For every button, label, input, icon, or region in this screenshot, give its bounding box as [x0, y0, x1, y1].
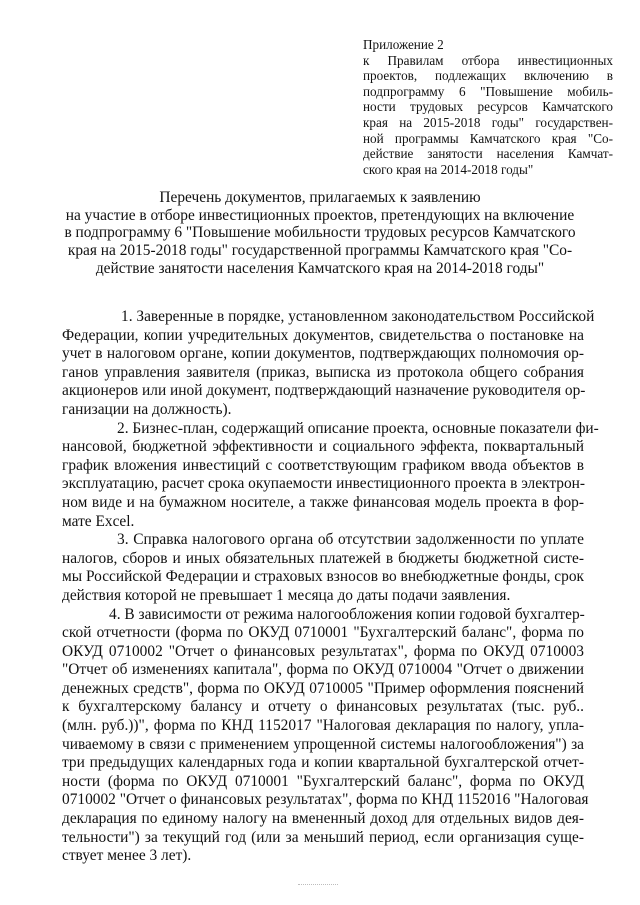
paragraph-line: ОКУД 0710002 "Отчет о финансовых результатах", форма по ОКУД 0710003: [62, 642, 584, 660]
paragraph-line: декларация по единому налогу на вмененный доход для отдельных видов дея-: [62, 810, 584, 828]
paragraph-line: ном виде и на бумажном носителе, а также финансовая модель проекта в фор-: [62, 493, 584, 511]
annex-line: ной программы Камчатского края "Со-: [363, 130, 613, 146]
paragraph-line: "Отчет об изменениях капитала", форма по ОКУД 0710004 "Отчет о движении: [62, 661, 584, 679]
annex-line: действие занятости населения Камчат-: [363, 146, 613, 162]
paragraph-line: учет в налоговом органе, копии документов, подтверждающих полномочия ор-: [62, 345, 584, 363]
annex-line: края на 2015-2018 годы" государствен-: [363, 114, 613, 130]
annex-line: ского края на 2014-2018 годы": [363, 161, 534, 177]
paragraph-line: чиваемому в связи с применением упрощенной системы налогообложения") за: [62, 735, 584, 753]
paragraph-line: 0710002 "Отчет о финансовых результатах", форма по КНД 1152016 "Налоговая: [62, 791, 589, 809]
paragraph-line: нансовой, бюджетной эффективности и социального эффекта, поквартальный: [62, 438, 584, 456]
paragraph-line: график вложения инвестиций с соответствующим графиком ввода объектов в: [62, 456, 584, 474]
paragraph-line: мате Excel.: [62, 512, 135, 530]
paragraph-line: тельности") за текущий год (или за меньший период, если организация суще-: [62, 828, 584, 846]
list-item-3: [62, 531, 584, 605]
paragraph-line: Федерации, копии учредительных документов, свидетельства о постановке на: [62, 326, 584, 344]
paragraph-line: эксплуатацию, расчет срока окупаемости инвестиционного проекта в электрон-: [62, 475, 586, 493]
paragraph-line: мы Российской Федерации и страховых взносов во внебюджетные фонды, срок: [62, 568, 584, 586]
paragraph-line: акционеров или иной документ, подтверждающий назначение руководителя ор-: [62, 382, 586, 400]
paragraph-line: ности (форма по ОКУД 0710001 "Бухгалтерский баланс", форма по ОКУД: [62, 772, 584, 790]
paragraph-line: ствует менее 3 лет).: [62, 847, 192, 865]
paragraph-line: (млн. руб.))", форма по КНД 1152017 "Налоговая декларация по налогу, упла-: [62, 717, 584, 735]
paragraph-line: три предыдущих календарных года и копии квартальной бухгалтерской отчет-: [62, 754, 584, 772]
title-line: в подпрограмму 6 "Повышение мобильности трудовых ресурсов Камчатского: [64, 224, 576, 242]
paragraph-line: действия которой не превышает 1 месяца до даты подачи заявления.: [62, 586, 511, 604]
document-title: [40, 189, 600, 278]
title-line: Перечень документов, прилагаемых к заявлению: [159, 189, 481, 206]
annex-line: подпрограмму 6 "Повышение мобиль-: [363, 83, 613, 99]
document-body: [62, 308, 599, 866]
paragraph-line: 2. Бизнес-план, содержащий описание проекта, основные показатели фи-: [117, 419, 599, 437]
annex-line: к Правилам отбора инвестиционных: [363, 52, 613, 68]
annex-line: ности трудовых ресурсов Камчатского: [363, 99, 613, 115]
annex-block: [363, 37, 613, 177]
scan-artifact: [298, 884, 338, 887]
paragraph-line: ской отчетности (форма по ОКУД 0710001 "Бухгалтерский баланс", форма по: [62, 624, 584, 642]
title-line: края на 2015-2018 годы" государственной программы Камчатского края "Со-: [67, 242, 573, 260]
annex-line: проектов, подлежащих включению в: [363, 68, 613, 84]
paragraph-line: 4. В зависимости от режима налогообложения копии годовой бухгалтер-: [109, 605, 585, 623]
paragraph-line: 1. Заверенные в порядке, установленном законодательством Российской: [121, 308, 595, 325]
paragraph-line: денежных средств", форма по ОКУД 0710005 "Пример оформления пояснений: [62, 679, 584, 697]
title-line: действие занятости населения Камчатского края на 2014-2018 годы": [95, 259, 545, 277]
list-item-1: [62, 308, 595, 420]
title-line: на участие в отборе инвестиционных проектов, претендующих на включение: [65, 206, 575, 224]
paragraph-line: ганов управления заявителя (приказ, выписка из протокола общего собрания: [62, 363, 584, 381]
annex-heading: Приложение 2: [363, 37, 444, 52]
list-item-2: [62, 419, 599, 532]
paragraph-line: ганизации на должность).: [62, 400, 232, 418]
paragraph-line: к бухгалтерскому балансу и отчету о финансовых результатах (тыс. руб..: [62, 698, 584, 716]
paragraph-line: налогов, сборов и иных обязательных платежей в бюджеты бюджетной систе-: [62, 549, 584, 567]
list-item-4: [62, 605, 589, 866]
paragraph-line: 3. Справка налогового органа об отсутствии задолженности по уплате: [117, 531, 584, 549]
